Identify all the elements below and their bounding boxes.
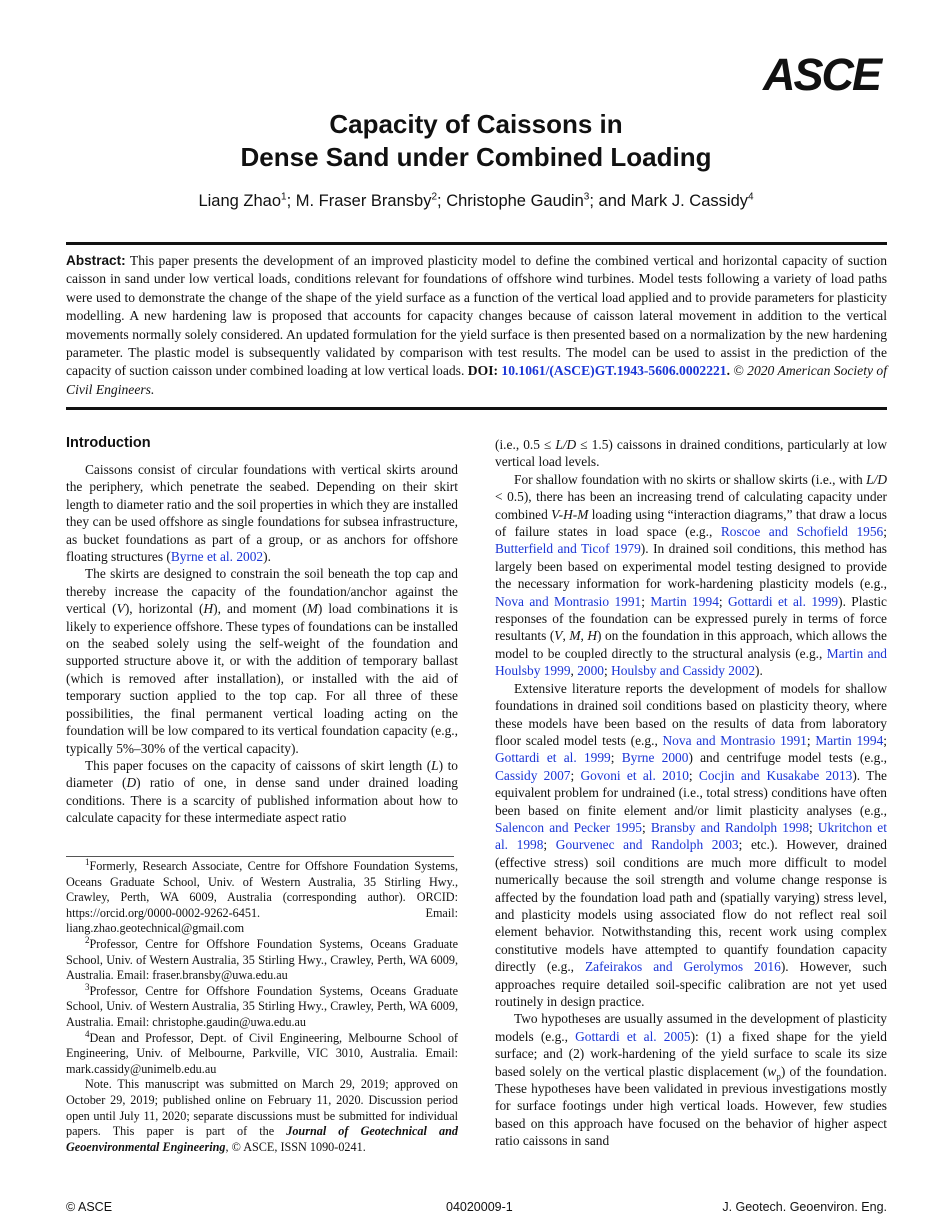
citation-link[interactable]: Bransby and Randolph 1998: [650, 819, 810, 835]
text-run: ;: [883, 732, 887, 748]
text-run: V-H-M: [551, 506, 589, 522]
text-run: ;: [642, 819, 651, 835]
text-run: ). The equivalent problem for undrained (i.e., total stress) conditions have often been based on finite element and/or limit plasticity analyses (e.g.,: [495, 767, 887, 818]
author-list: [0, 190, 952, 212]
citation-link[interactable]: Gottardi et al. 2005: [575, 1028, 691, 1044]
text-run: The skirts are designed to constrain the soil beneath the top cap and thereby increase the capacity of the foundation/anchor against the vertical (: [66, 566, 458, 617]
citation-link[interactable]: Gottardi et al. 1999: [495, 750, 611, 766]
citation-link[interactable]: Salencon and Pecker 1995: [495, 819, 642, 835]
author-separator: ;: [286, 192, 296, 210]
text-run: Note. This manuscript was submitted on March 29, 2019; approved on October 29, 2019; published online on February 11, 2020. Discussion period open until July 11, 2020; separate discussions must be submitted for individual papers. This paper is part of the: [66, 1077, 458, 1139]
text-run: 2: [85, 934, 90, 945]
abstract-bottom-rule: [66, 407, 887, 410]
paragraph: [66, 856, 458, 937]
text-run: ): (1) a fixed shape for the yield surface; and (2) work-hardening of the yield surface to scale its size based solely on the vertical plastic displacement (: [495, 1028, 887, 1079]
paragraph: [66, 981, 458, 1031]
text-run: ). However, such approaches require detailed soil-specific calibration are not yet used routinely in design practice.: [495, 959, 888, 1009]
text-run: ), horizontal (: [124, 601, 204, 617]
text-run: H: [587, 628, 598, 644]
text-run: Caissons consist of circular foundations with vertical skirts around the periphery, which penetrate the seabed. Depending on their skirt length to diameter ratio and the soil properties in which they are installed they can be used offshore as single foundations for subsea infrastructure, as bucket foundations as part of a group, or as anchors for offshore floating structures (: [66, 462, 458, 565]
citation-link[interactable]: Ukritchon et al. 1998: [495, 819, 887, 853]
text-run: w: [767, 1063, 777, 1079]
text-run: For shallow foundation with no skirts or shallow skirts (i.e., with: [514, 471, 867, 487]
text-run: < 0.5), there has been an increasing trend of calculating capacity under combined: [495, 489, 887, 522]
text-run: 3: [85, 981, 90, 992]
text-run: ) to diameter (: [66, 757, 458, 791]
page-footer: [66, 1200, 887, 1216]
right-column-body: [495, 436, 887, 1150]
paragraph: [495, 436, 887, 471]
citation-link[interactable]: Zafeirakos and Gerolymos 2016: [585, 959, 781, 975]
text-run: L/D: [555, 437, 577, 452]
text-run: Formerly, Research Associate, Centre for Offshore Foundation Systems, Oceans Graduate School, Univ. of Western Australia, 35 Stirling Hwy., Crawley, Perth, WA 6009, Australia (corresponding author). ORCID: https://orcid.org/0000-0002-9262-6451. Email: liang.zhao.geotechnical@gmail.com: [66, 859, 458, 936]
asce-logo: ASCE: [763, 49, 881, 100]
text-run: ). In drained soil conditions, this method has largely been based on experimental model testing designed to provide the necessary information for work-hardening plasticity models (e.g.,: [495, 541, 887, 592]
text-run: ;: [718, 593, 728, 609]
citation-link[interactable]: Butterfield and Ticof 1979: [495, 541, 641, 557]
author-name: Liang Zhao: [198, 192, 282, 210]
author-affiliation-mark: 4: [748, 191, 754, 203]
author-name: M. Fraser Bransby: [295, 192, 432, 210]
citation-link[interactable]: 2000: [577, 663, 604, 679]
title-line-1: Capacity of Caissons in: [329, 109, 623, 139]
text-run: V: [554, 628, 563, 644]
text-run: Professor, Centre for Offshore Foundation Systems, Oceans Graduate School, Univ. of Western Australia, 35 Stirling Hwy., Crawley, Perth, WA 6009, Australia. Email: christophe.gaudin@uwa.edu.au: [66, 983, 458, 1029]
text-run: ;: [809, 819, 818, 835]
text-run: L/D: [866, 471, 887, 487]
text-run: ;: [688, 767, 699, 783]
citation-link[interactable]: Nova and Montrasio 1991: [495, 593, 642, 609]
left-column-body: [66, 461, 458, 827]
text-run: This paper focuses on the capacity of caissons of skirt length (: [85, 757, 432, 773]
abstract-label: Abstract:: [66, 253, 126, 268]
text-run: ;: [570, 767, 581, 783]
text-run: Extensive literature reports the development of models for shallow foundations in drained soil conditions based on plasticity theory, where these models have been based on the results of data from laboratory floor scaled model tests (e.g.,: [495, 680, 887, 748]
text-run: D: [126, 775, 137, 791]
text-run: (i.e., 0.5 ≤: [495, 437, 556, 452]
author-affiliation-mark: 1: [281, 191, 287, 203]
text-run: ) on the foundation in this approach, which allows the model to be coupled directly to the structural analysis (e.g.,: [495, 628, 887, 661]
citation-link[interactable]: Govoni et al. 2010: [580, 767, 689, 783]
text-run: ) load combinations it is likely to experience offshore. These types of foundations can be installed on the seabed solely using the self-weight of the foundation and supported structure above it, or with the addition of temporary ballast (which is removed after installation), or installed with the aid of temporary suction applied to the top cap. For all three of these possibilities, the final permanent vertical loading acting on the foundation will be low compared to its vertical foundation capacity (e.g., typically 5%–30% of the vertical capacity).: [66, 601, 459, 756]
text-run: ) of the foundation. These hypotheses have been validated in previous investigations mostly for surface footings under high vertical loads. However, few studies based on this approach have focused on the behavior of higher aspect ratio caissons in sand: [495, 1063, 887, 1149]
author-affiliation-mark: 3: [583, 191, 590, 203]
text-run: M: [306, 601, 318, 617]
citation-link[interactable]: Martin and Houlsby 1999: [495, 645, 887, 679]
title-line-2: Dense Sand under Combined Loading: [240, 142, 712, 172]
paper-title: [0, 108, 952, 174]
author-separator: ; and: [589, 192, 631, 210]
paragraph: [66, 461, 458, 565]
citation-link[interactable]: Gottardi et al. 1999: [727, 593, 839, 609]
left-column: [66, 434, 458, 827]
text-run: ). Plastic responses of the foundation can be expressed purely in terms of force resultants (: [495, 593, 887, 644]
section-heading-introduction: Introduction: [66, 435, 151, 451]
text-run: ,: [562, 628, 570, 644]
paragraph: [66, 934, 458, 984]
text-run: ) ratio of one, in dense sand under drained loading conditions. There is a scarcity of published information about how to calculate capacity for these intermediate aspect ratio: [66, 775, 458, 826]
text-run: ).: [755, 663, 763, 679]
text-run: , © ASCE, ISSN 1090-0241.: [225, 1139, 366, 1154]
abstract-text: [66, 253, 887, 397]
citation-link[interactable]: Byrne et al. 2002: [170, 549, 264, 565]
paragraph: [495, 1010, 887, 1149]
text-run: ,: [570, 663, 578, 679]
text-run: ;: [806, 732, 816, 748]
paragraph: [495, 471, 887, 680]
author-affiliation-mark: 2: [431, 191, 438, 203]
citation-link[interactable]: Gourvenec and Randolph 2003: [555, 837, 739, 853]
citation-link[interactable]: Nova and Montrasio 1991: [662, 732, 807, 748]
abstract-top-rule: [66, 242, 887, 245]
text-run: © 2020 American Society of Civil Engineers.: [66, 363, 888, 397]
text-run: Two hypotheses are usually assumed in the development of plasticity models (e.g.,: [495, 1011, 887, 1044]
author-name: Christophe Gaudin: [446, 192, 584, 210]
footnote-rule: [66, 856, 454, 857]
text-run: ;: [543, 837, 556, 853]
footer-copyright: © ASCE: [66, 1200, 113, 1214]
text-run: ; etc.). However, drained (effective stress) soil conditions are much more difficult to model numerically because the soil strength and volume change response is affected by the foundation load path and (spatially varying) stress level, and plasticity models using associated flow do not reflect real soil element behavior. Notwithstanding this, recent work using complex constitutive models have attempted to quantify foundation capacity directly (e.g.,: [495, 837, 887, 975]
citation-link[interactable]: Houlsby and Cassidy 2002: [611, 663, 756, 679]
text-run: L: [431, 757, 439, 773]
text-run: p: [776, 1071, 781, 1082]
text-run: ) and centrifuge model tests (e.g.,: [688, 750, 888, 766]
text-run: Journal of Geotechnical and Geoenvironmental Engineering: [66, 1124, 458, 1154]
author-name: Mark J. Cassidy: [630, 192, 748, 210]
paragraph: [66, 1077, 458, 1155]
text-run: ;: [604, 663, 612, 679]
footer-page-number: 04020009-1: [446, 1200, 513, 1214]
text-run: ≤ 1.5) caissons in drained conditions, particularly at low vertical load levels.: [495, 437, 887, 470]
text-run: M: [569, 628, 581, 644]
text-run: ,: [580, 628, 588, 644]
text-run: Professor, Centre for Offshore Foundation Systems, Oceans Graduate School, Univ. of Western Australia, 35 Stirling Hwy., Crawley, Perth, WA 6009, Australia. Email: fraser.bransby@uwa.edu.au: [66, 936, 458, 983]
text-run: H: [203, 601, 214, 617]
citation-link[interactable]: Martin 1994: [650, 593, 719, 609]
citation-link[interactable]: Martin 1994: [815, 732, 884, 748]
text-run: loading using “interaction diagrams,” that draw a locus of failure states in load space (e.g.,: [495, 506, 887, 540]
footer-journal: J. Geotech. Geoenviron. Eng.: [722, 1200, 887, 1214]
text-run: Dean and Professor, Dept. of Civil Engineering, Melbourne School of Engineering, Univ. of Melbourne, Parkville, VIC 3010, Australia. Email: mark.cassidy@unimelb.edu.au: [66, 1030, 458, 1076]
text-run: ;: [610, 750, 622, 766]
author-separator: ;: [437, 192, 447, 210]
citation-link[interactable]: Cocjin and Kusakabe 2013: [698, 767, 853, 783]
doi-link[interactable]: 10.1061/(ASCE)GT.1943-5606.0002221: [501, 363, 727, 379]
citation-link[interactable]: Cassidy 2007: [495, 767, 571, 783]
text-run: 1: [85, 856, 90, 867]
text-run: ).: [263, 549, 271, 565]
citation-link[interactable]: Byrne 2000: [621, 750, 689, 766]
text-run: This paper presents the development of an improved plasticity model to define the combined vertical and horizontal capacity of suction caisson in sand under low vertical loads, conditions relevant for foundations of offshore wind turbines. Model tests following a variety of load paths were used to demonstrate the change of the shape of the yield surface as a function of the vertical load applied and to provide parameters for plasticity modelling. A new hardening law is proposed that accounts for capacity changes because of caisson lateral movement in addition to the vertical movements normally solely considered. An updated formulation for the yield surface is then presented based on a normalization by the new hardening parameter. The plastic model is subsequently validated by comparison with test results. The model can be used to assist in the prediction of the capacity of suction caisson under combined loading at low vertical loads.: [66, 253, 887, 379]
text-run: DOI:: [467, 363, 502, 379]
abstract: [66, 252, 887, 399]
paragraph: [66, 565, 458, 756]
paragraph: [495, 680, 887, 1011]
citation-link[interactable]: Roscoe and Schofield 1956: [720, 524, 884, 540]
text-run: ), and moment (: [213, 601, 307, 617]
text-run: .: [726, 363, 734, 379]
paragraph: [66, 1028, 458, 1078]
right-column: [495, 436, 887, 1150]
text-run: ;: [641, 593, 651, 609]
text-run: ;: [883, 524, 887, 540]
paragraph: [66, 757, 458, 827]
footnotes: [66, 856, 458, 1155]
text-run: V: [116, 601, 125, 617]
text-run: 4: [85, 1028, 90, 1039]
